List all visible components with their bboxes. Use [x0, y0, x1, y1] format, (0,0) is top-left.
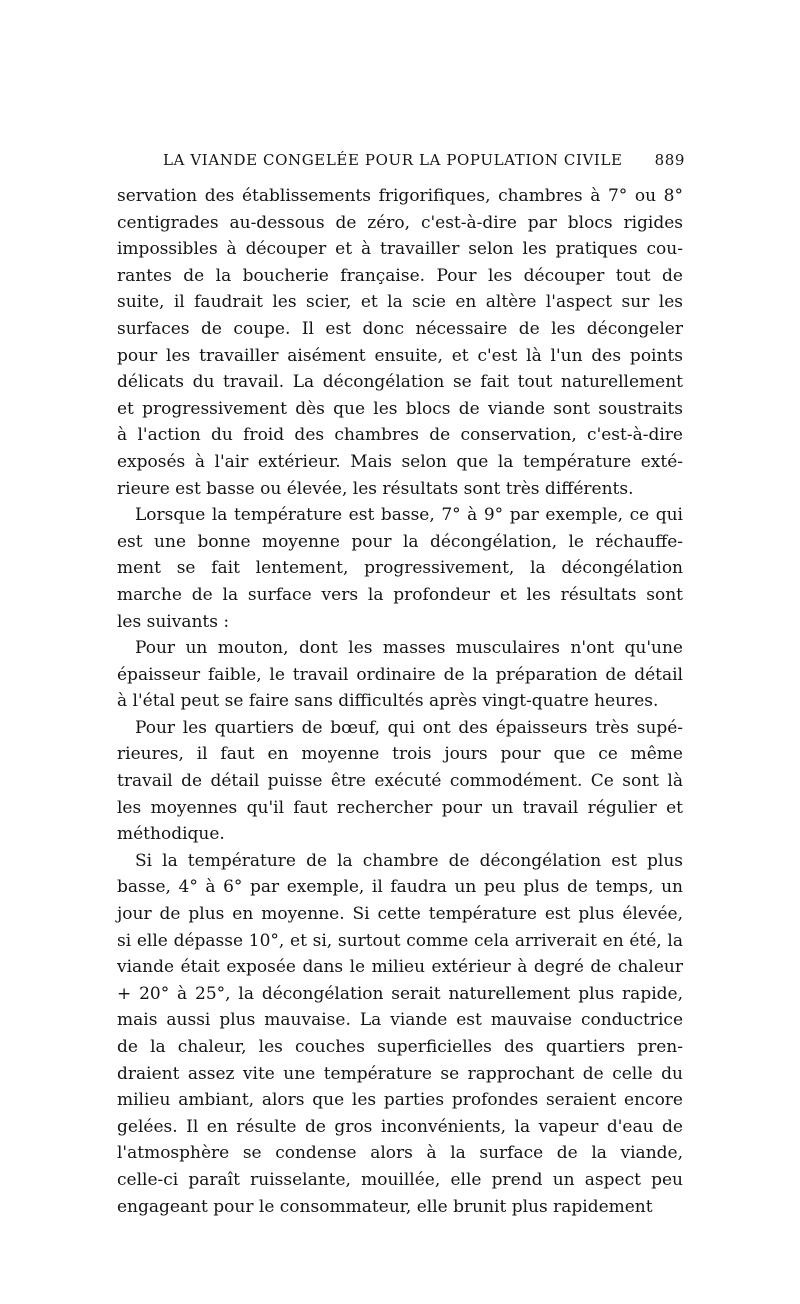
- text-line: Pour un mouton, dont les masses musculaires n'ont qu'une: [135, 638, 683, 659]
- text-line: les moyennes qu'il faut rechercher pour un travail régulier et: [117, 797, 683, 818]
- paragraph: [117, 715, 683, 848]
- text-line: basse, 4° à 6° par exemple, il faudra un peu plus de temps, un: [117, 877, 683, 898]
- text-line: viande était exposée dans le milieu extérieur à degré de chaleur: [117, 957, 683, 978]
- text-line: engageant pour le consommateur, elle brunit plus rapidement: [117, 1196, 653, 1217]
- running-head: [145, 150, 685, 170]
- text-line: les suivants :: [117, 611, 230, 632]
- paragraph: [117, 848, 683, 1220]
- text-line: rieure est basse ou élevée, les résultats sont très différents.: [117, 478, 634, 499]
- text-line: exposés à l'air extérieur. Mais selon que la température exté-: [117, 451, 683, 472]
- text-line: + 20° à 25°, la décongélation serait naturellement plus rapide,: [117, 983, 683, 1004]
- text-line: Pour les quartiers de bœuf, qui ont des épaisseurs très supé-: [135, 717, 683, 738]
- text-line: milieu ambiant, alors que les parties profondes seraient encore: [117, 1090, 683, 1111]
- text-line: rieures, il faut en moyenne trois jours pour que ce même: [117, 744, 683, 765]
- text-line: méthodique.: [117, 824, 225, 845]
- text-line: Lorsque la température est basse, 7° à 9° par exemple, ce qui: [135, 505, 683, 526]
- text-line: centigrades au-dessous de zéro, c'est-à-dire par blocs rigides: [117, 212, 683, 233]
- text-line: à l'action du froid des chambres de conservation, c'est-à-dire: [117, 425, 683, 446]
- text-line: marche de la surface vers la profondeur et les résultats sont: [117, 584, 683, 605]
- paragraph: [117, 635, 683, 715]
- text-line: rantes de la boucherie française. Pour les découper tout de: [117, 265, 683, 286]
- running-title: LA VIANDE CONGELÉE POUR LA POPULATION CIVILE: [163, 151, 623, 169]
- text-line: et progressivement dès que les blocs de viande sont soustraits: [117, 398, 683, 419]
- text-line: ment se fait lentement, progressivement, la décongélation: [117, 558, 683, 579]
- text-line: délicats du travail. La décongélation se fait tout naturellement: [117, 372, 683, 393]
- text-line: l'atmosphère se condense alors à la surface de la viande,: [117, 1143, 683, 1164]
- text-line: de la chaleur, les couches superficielles des quartiers pren-: [117, 1037, 683, 1057]
- text-line: Si la température de la chambre de décongélation est plus: [135, 850, 683, 871]
- text-line: épaisseur faible, le travail ordinaire de la préparation de détail: [117, 664, 683, 685]
- text-line: mais aussi plus mauvaise. La viande est mauvaise conductrice: [117, 1010, 683, 1031]
- text-line: travail de détail puisse être exécuté commodément. Ce sont là: [117, 771, 683, 792]
- text-line: à l'étal peut se faire sans difficultés après vingt-quatre heures.: [117, 691, 659, 712]
- text-line: suite, il faudrait les scier, et la scie en altère l'aspect sur les: [117, 292, 683, 313]
- text-line: draient assez vite une température se rapprochant de celle du: [117, 1063, 683, 1084]
- text-line: surfaces de coupe. Il est donc nécessaire de les décongeler: [117, 318, 683, 339]
- page-number: 889: [654, 151, 685, 169]
- body-text: [117, 183, 683, 1220]
- text-line: si elle dépasse 10°, et si, surtout comme cela arriverait en été, la: [117, 930, 683, 951]
- text-line: gelées. Il en résulte de gros inconvénients, la vapeur d'eau de: [117, 1116, 683, 1137]
- text-line: celle-ci paraît ruisselante, mouillée, elle prend un aspect peu: [117, 1169, 683, 1190]
- paragraph: [117, 183, 683, 502]
- paragraph: [117, 502, 683, 635]
- text-line: est une bonne moyenne pour la décongélation, le réchauffe-: [117, 531, 683, 552]
- text-line: servation des établissements frigorifiques, chambres à 7° ou 8°: [117, 186, 683, 206]
- text-line: impossibles à découper et à travailler selon les pratiques cou-: [117, 239, 683, 260]
- text-line: pour les travailler aisément ensuite, et c'est là l'un des points: [117, 345, 683, 366]
- text-line: jour de plus en moyenne. Si cette température est plus élevée,: [117, 904, 683, 925]
